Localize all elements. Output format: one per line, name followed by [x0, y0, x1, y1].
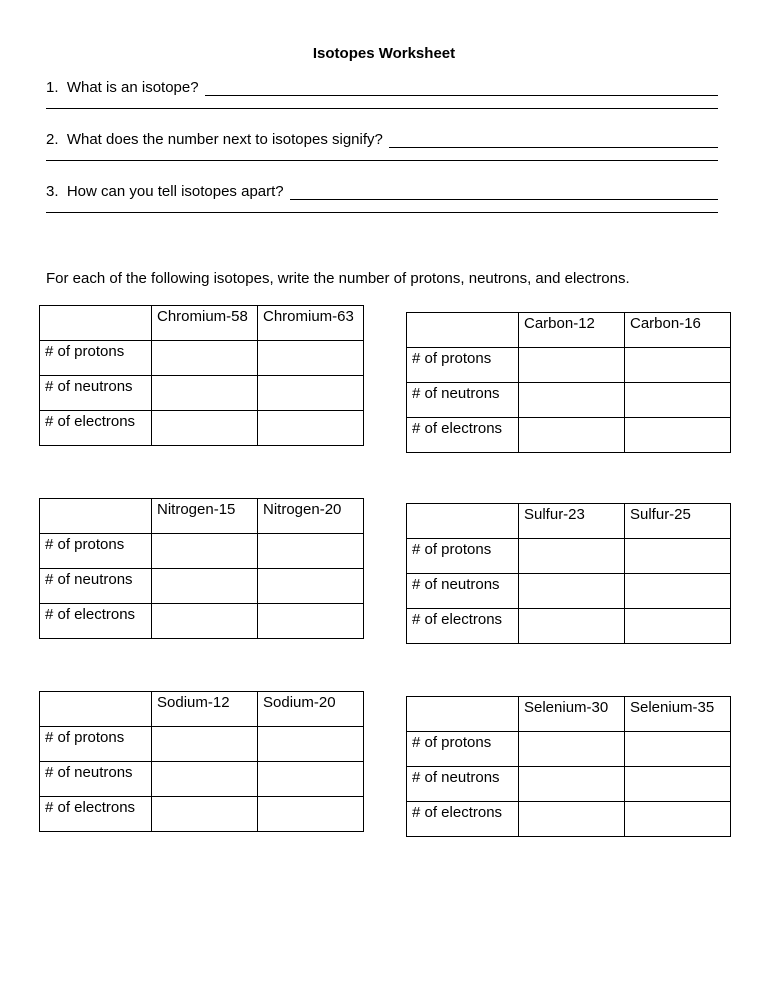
column-header: Carbon-12	[519, 313, 625, 348]
row-label: # of electrons	[40, 604, 152, 639]
isotope-table-sodium	[39, 691, 364, 832]
answer-cell[interactable]	[625, 802, 731, 837]
isotope-table-chromium	[39, 305, 364, 446]
corner-cell	[40, 692, 152, 727]
answer-cell[interactable]	[152, 534, 258, 569]
corner-cell	[40, 499, 152, 534]
answer-cell[interactable]	[152, 376, 258, 411]
instructions: For each of the following isotopes, write the number of protons, neutrons, and electrons.	[46, 270, 630, 287]
corner-cell	[407, 697, 519, 732]
column-header: Chromium-58	[152, 306, 258, 341]
answer-cell[interactable]	[258, 727, 364, 762]
row-label: # of neutrons	[407, 767, 519, 802]
question-3-text: 3. How can you tell isotopes apart?	[46, 183, 284, 200]
row-label: # of electrons	[407, 418, 519, 453]
isotope-table-sulfur	[406, 503, 731, 644]
corner-cell	[40, 306, 152, 341]
answer-cell[interactable]	[519, 609, 625, 644]
column-header: Sulfur-25	[625, 504, 731, 539]
answer-cell[interactable]	[625, 348, 731, 383]
isotope-table-carbon	[406, 312, 731, 453]
answer-cell[interactable]	[258, 411, 364, 446]
corner-cell	[407, 504, 519, 539]
corner-cell	[407, 313, 519, 348]
answer-cell[interactable]	[625, 574, 731, 609]
answer-cell[interactable]	[519, 539, 625, 574]
answer-cell[interactable]	[258, 376, 364, 411]
row-label: # of neutrons	[40, 762, 152, 797]
column-header: Sulfur-23	[519, 504, 625, 539]
answer-cell[interactable]	[152, 411, 258, 446]
answer-cell[interactable]	[258, 604, 364, 639]
answer-cell[interactable]	[625, 539, 731, 574]
answer-cell[interactable]	[258, 797, 364, 832]
answer-cell[interactable]	[258, 762, 364, 797]
row-label: # of protons	[407, 348, 519, 383]
answer-line-3b[interactable]	[46, 200, 718, 213]
answer-cell[interactable]	[519, 348, 625, 383]
row-label: # of protons	[407, 539, 519, 574]
row-label: # of protons	[407, 732, 519, 767]
row-label: # of neutrons	[40, 376, 152, 411]
column-header: Selenium-30	[519, 697, 625, 732]
answer-cell[interactable]	[519, 767, 625, 802]
answer-cell[interactable]	[152, 727, 258, 762]
row-label: # of protons	[40, 341, 152, 376]
answer-line-1b[interactable]	[46, 96, 718, 109]
row-label: # of electrons	[407, 609, 519, 644]
answer-cell[interactable]	[625, 767, 731, 802]
question-3	[46, 182, 718, 213]
question-1	[46, 78, 718, 109]
answer-cell[interactable]	[258, 569, 364, 604]
column-header: Chromium-63	[258, 306, 364, 341]
page-title: Isotopes Worksheet	[312, 45, 456, 62]
answer-cell[interactable]	[258, 534, 364, 569]
row-label: # of protons	[40, 727, 152, 762]
column-header: Sodium-20	[258, 692, 364, 727]
answer-cell[interactable]	[258, 341, 364, 376]
column-header: Nitrogen-15	[152, 499, 258, 534]
answer-cell[interactable]	[519, 732, 625, 767]
answer-cell[interactable]	[625, 383, 731, 418]
answer-cell[interactable]	[152, 604, 258, 639]
answer-cell[interactable]	[152, 762, 258, 797]
answer-cell[interactable]	[152, 569, 258, 604]
answer-cell[interactable]	[625, 609, 731, 644]
row-label: # of electrons	[40, 411, 152, 446]
question-2-text: 2. What does the number next to isotopes signify?	[46, 131, 383, 148]
isotope-table-selenium	[406, 696, 731, 837]
column-header: Carbon-16	[625, 313, 731, 348]
answer-cell[interactable]	[519, 574, 625, 609]
answer-line-2a[interactable]	[389, 133, 718, 148]
answer-line-2b[interactable]	[46, 148, 718, 161]
column-header: Nitrogen-20	[258, 499, 364, 534]
answer-cell[interactable]	[152, 797, 258, 832]
column-header: Selenium-35	[625, 697, 731, 732]
row-label: # of neutrons	[40, 569, 152, 604]
isotope-table-nitrogen	[39, 498, 364, 639]
row-label: # of electrons	[40, 797, 152, 832]
answer-cell[interactable]	[152, 341, 258, 376]
row-label: # of electrons	[407, 802, 519, 837]
answer-cell[interactable]	[519, 418, 625, 453]
answer-cell[interactable]	[519, 802, 625, 837]
question-2	[46, 130, 718, 161]
answer-cell[interactable]	[625, 418, 731, 453]
row-label: # of neutrons	[407, 383, 519, 418]
answer-line-1a[interactable]	[205, 81, 718, 96]
row-label: # of protons	[40, 534, 152, 569]
row-label: # of neutrons	[407, 574, 519, 609]
column-header: Sodium-12	[152, 692, 258, 727]
answer-cell[interactable]	[625, 732, 731, 767]
answer-line-3a[interactable]	[290, 185, 718, 200]
question-1-text: 1. What is an isotope?	[46, 79, 199, 96]
answer-cell[interactable]	[519, 383, 625, 418]
